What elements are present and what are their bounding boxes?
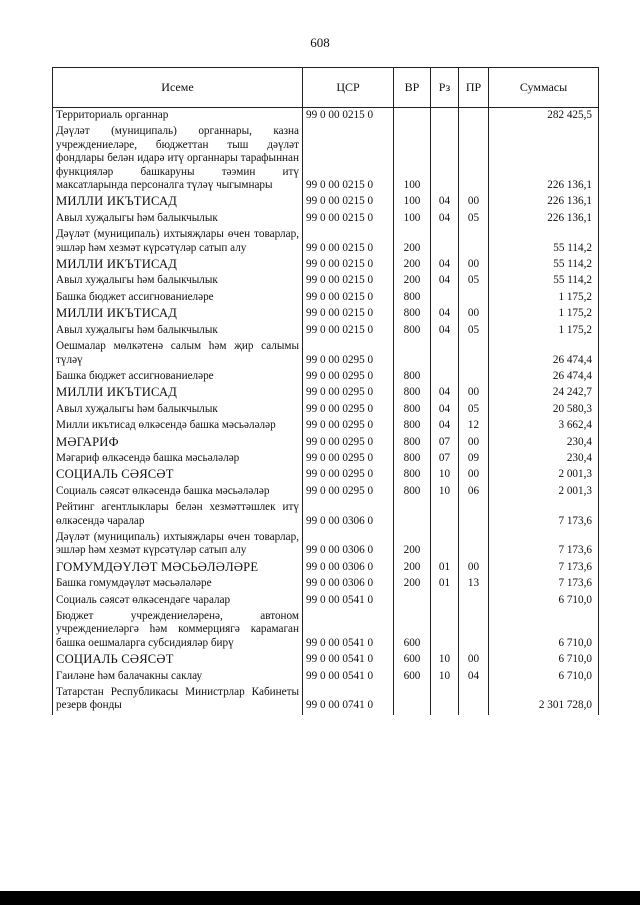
cell-name: Социаль сәясәт өлкәсендә башка мәсьәләләр: [53, 484, 303, 500]
cell-sum: 230,4: [489, 435, 599, 451]
cell-sum: 282 425,5: [489, 108, 599, 125]
cell-vr: 800: [394, 435, 431, 451]
table-row: [53, 339, 599, 369]
cell-rz: 04: [431, 194, 459, 210]
table-row: [53, 669, 599, 685]
table-row: [53, 467, 599, 483]
cell-name: Милли икътисад өлкәсендә башка мәсьәләләр: [53, 418, 303, 434]
cell-name: Башка бюджет ассигнованиеләре: [53, 290, 303, 306]
cell-vr: 200: [394, 257, 431, 273]
cell-pr: [459, 500, 489, 530]
cell-pr: [459, 227, 489, 257]
cell-sum: 226 136,1: [489, 211, 599, 227]
cell-rz: 10: [431, 467, 459, 483]
cell-sum: 55 114,2: [489, 227, 599, 257]
cell-vr: 800: [394, 451, 431, 467]
cell-rz: [431, 227, 459, 257]
cell-pr: 05: [459, 211, 489, 227]
cell-rz: [431, 593, 459, 609]
cell-csr: 99 0 00 0295 0: [303, 467, 394, 483]
cell-name: СОЦИАЛЬ СӘЯСӘТ: [53, 467, 303, 483]
cell-vr: [394, 339, 431, 369]
scan-edge-bar: [0, 891, 640, 905]
cell-csr: 99 0 00 0215 0: [303, 108, 394, 125]
table-row: [53, 227, 599, 257]
budget-sheet: [52, 67, 598, 715]
cell-sum: 2 001,3: [489, 484, 599, 500]
cell-vr: 200: [394, 227, 431, 257]
cell-pr: 09: [459, 451, 489, 467]
cell-rz: [431, 685, 459, 715]
cell-csr: 99 0 00 0306 0: [303, 560, 394, 576]
cell-pr: [459, 290, 489, 306]
cell-csr: 99 0 00 0295 0: [303, 339, 394, 369]
cell-name: Оешмалар мөлкәтенә салым һәм җир салымы түләү: [53, 339, 303, 369]
cell-pr: 13: [459, 576, 489, 592]
cell-sum: 1 175,2: [489, 290, 599, 306]
table-row: [53, 194, 599, 210]
cell-name: Авыл хуҗалыгы һәм балыкчылык: [53, 402, 303, 418]
cell-pr: 05: [459, 323, 489, 339]
cell-csr: 99 0 00 0295 0: [303, 402, 394, 418]
cell-sum: 26 474,4: [489, 339, 599, 369]
cell-sum: 2 301 728,0: [489, 685, 599, 715]
cell-pr: 00: [459, 652, 489, 668]
cell-vr: 800: [394, 306, 431, 322]
table-row: [53, 560, 599, 576]
cell-csr: 99 0 00 0541 0: [303, 669, 394, 685]
table-row: [53, 609, 599, 652]
cell-csr: 99 0 00 0215 0: [303, 227, 394, 257]
table-row: [53, 369, 599, 385]
cell-vr: [394, 685, 431, 715]
table-row: [53, 306, 599, 322]
table-row: [53, 685, 599, 715]
header-csr: ЦСР: [303, 68, 394, 108]
table-row: [53, 108, 599, 125]
budget-table: [52, 67, 599, 715]
cell-sum: 24 242,7: [489, 385, 599, 401]
cell-rz: [431, 369, 459, 385]
cell-vr: 200: [394, 576, 431, 592]
cell-name: Бюджет учреждениеләренә, автоном учреждениеләргә һәм коммерциягә карамаган башка оешмаларга субсидияләр бирү: [53, 609, 303, 652]
cell-rz: [431, 609, 459, 652]
cell-sum: 7 173,6: [489, 560, 599, 576]
cell-vr: 800: [394, 385, 431, 401]
cell-pr: 12: [459, 418, 489, 434]
cell-csr: 99 0 00 0741 0: [303, 685, 394, 715]
cell-vr: 600: [394, 669, 431, 685]
cell-csr: 99 0 00 0306 0: [303, 530, 394, 560]
cell-csr: 99 0 00 0295 0: [303, 385, 394, 401]
cell-rz: 04: [431, 385, 459, 401]
cell-rz: [431, 108, 459, 125]
cell-name: Авыл хуҗалыгы һәм балыкчылык: [53, 211, 303, 227]
cell-name: Гаиләне һәм балачакны саклау: [53, 669, 303, 685]
cell-pr: 06: [459, 484, 489, 500]
table-row: [53, 435, 599, 451]
cell-name: Авыл хуҗалыгы һәм балыкчылык: [53, 323, 303, 339]
cell-pr: 00: [459, 467, 489, 483]
header-rz: Рз: [431, 68, 459, 108]
cell-sum: 55 114,2: [489, 273, 599, 289]
cell-vr: 200: [394, 530, 431, 560]
cell-vr: 800: [394, 484, 431, 500]
cell-pr: [459, 339, 489, 369]
table-body: [53, 108, 599, 715]
cell-vr: 800: [394, 369, 431, 385]
cell-vr: [394, 500, 431, 530]
cell-sum: 7 173,6: [489, 576, 599, 592]
cell-rz: [431, 124, 459, 194]
cell-rz: 04: [431, 273, 459, 289]
cell-rz: 10: [431, 484, 459, 500]
cell-csr: 99 0 00 0306 0: [303, 576, 394, 592]
cell-vr: 800: [394, 402, 431, 418]
cell-vr: 600: [394, 652, 431, 668]
cell-rz: [431, 530, 459, 560]
cell-csr: 99 0 00 0295 0: [303, 484, 394, 500]
cell-pr: [459, 369, 489, 385]
cell-vr: 800: [394, 467, 431, 483]
cell-vr: [394, 593, 431, 609]
cell-pr: [459, 685, 489, 715]
table-row: [53, 500, 599, 530]
cell-rz: [431, 500, 459, 530]
table-row: [53, 257, 599, 273]
cell-name: Татарстан Республикасы Министрлар Кабинеты резерв фонды: [53, 685, 303, 715]
cell-vr: 100: [394, 211, 431, 227]
cell-vr: 100: [394, 124, 431, 194]
cell-csr: 99 0 00 0215 0: [303, 306, 394, 322]
cell-sum: 3 662,4: [489, 418, 599, 434]
cell-sum: 230,4: [489, 451, 599, 467]
table-row: [53, 593, 599, 609]
cell-pr: 00: [459, 194, 489, 210]
cell-name: Башка гомумдәүләт мәсьәләләре: [53, 576, 303, 592]
cell-vr: 800: [394, 290, 431, 306]
cell-vr: 100: [394, 194, 431, 210]
table-row: [53, 484, 599, 500]
cell-rz: 04: [431, 402, 459, 418]
cell-name: Территориаль органнар: [53, 108, 303, 125]
table-header-row: [53, 68, 599, 108]
cell-vr: 200: [394, 560, 431, 576]
cell-sum: 6 710,0: [489, 669, 599, 685]
cell-name: Рейтинг агентлыклары белән хезмәттәшлек итү өлкәсендә чаралар: [53, 500, 303, 530]
cell-sum: 1 175,2: [489, 306, 599, 322]
cell-name: МИЛЛИ ИКЪТИСАД: [53, 306, 303, 322]
cell-name: ГОМУМДӘҮЛӘТ МӘСЬӘЛӘЛӘРЕ: [53, 560, 303, 576]
cell-sum: 226 136,1: [489, 194, 599, 210]
cell-csr: 99 0 00 0541 0: [303, 609, 394, 652]
cell-sum: 55 114,2: [489, 257, 599, 273]
cell-sum: 6 710,0: [489, 652, 599, 668]
cell-csr: 99 0 00 0541 0: [303, 652, 394, 668]
page-number: 608: [310, 35, 330, 50]
cell-name: МӘГАРИФ: [53, 435, 303, 451]
cell-rz: 07: [431, 451, 459, 467]
cell-pr: [459, 124, 489, 194]
cell-sum: 226 136,1: [489, 124, 599, 194]
cell-csr: 99 0 00 0306 0: [303, 500, 394, 530]
table-row: [53, 652, 599, 668]
cell-rz: 04: [431, 211, 459, 227]
cell-csr: 99 0 00 0215 0: [303, 211, 394, 227]
cell-rz: 07: [431, 435, 459, 451]
cell-vr: 800: [394, 323, 431, 339]
cell-vr: [394, 108, 431, 125]
cell-rz: [431, 339, 459, 369]
cell-rz: 01: [431, 576, 459, 592]
header-vr: ВР: [394, 68, 431, 108]
cell-rz: 10: [431, 652, 459, 668]
cell-rz: 01: [431, 560, 459, 576]
cell-csr: 99 0 00 0215 0: [303, 124, 394, 194]
cell-csr: 99 0 00 0295 0: [303, 435, 394, 451]
cell-pr: [459, 609, 489, 652]
cell-sum: 7 173,6: [489, 500, 599, 530]
table-row: [53, 576, 599, 592]
cell-csr: 99 0 00 0215 0: [303, 290, 394, 306]
cell-sum: 1 175,2: [489, 323, 599, 339]
cell-pr: [459, 530, 489, 560]
cell-name: Авыл хуҗалыгы һәм балыкчылык: [53, 273, 303, 289]
cell-rz: 04: [431, 257, 459, 273]
cell-name: МИЛЛИ ИКЪТИСАД: [53, 194, 303, 210]
table-row: [53, 402, 599, 418]
cell-name: Дәүләт (муниципаль) органнары, казна учреждениеләре, бюджеттан тыш дәүләт фондлары белән идарә итү органнары тарафыннан функцияләр башкаруны тәэмин итү максатларында персоналга түләү чыгымнары: [53, 124, 303, 194]
cell-pr: [459, 593, 489, 609]
cell-pr: 05: [459, 273, 489, 289]
table-row: [53, 418, 599, 434]
cell-sum: 20 580,3: [489, 402, 599, 418]
cell-pr: 00: [459, 257, 489, 273]
cell-rz: 10: [431, 669, 459, 685]
cell-name: МИЛЛИ ИКЪТИСАД: [53, 385, 303, 401]
table-row: [53, 530, 599, 560]
cell-csr: 99 0 00 0295 0: [303, 418, 394, 434]
cell-csr: 99 0 00 0295 0: [303, 369, 394, 385]
cell-sum: 6 710,0: [489, 609, 599, 652]
cell-name: Социаль сәясәт өлкәсендәге чаралар: [53, 593, 303, 609]
cell-pr: 00: [459, 385, 489, 401]
header-name: Исеме: [53, 68, 303, 108]
cell-csr: 99 0 00 0215 0: [303, 257, 394, 273]
cell-name: Дәүләт (муниципаль) ихтыяҗлары өчен товарлар, эшләр һәм хезмәт күрсәтүләр сатып алу: [53, 227, 303, 257]
cell-vr: 800: [394, 418, 431, 434]
cell-rz: [431, 290, 459, 306]
cell-name: Мәгариф өлкәсендә башка мәсьәләләр: [53, 451, 303, 467]
cell-pr: 00: [459, 435, 489, 451]
cell-vr: 600: [394, 609, 431, 652]
cell-name: МИЛЛИ ИКЪТИСАД: [53, 257, 303, 273]
cell-pr: [459, 108, 489, 125]
table-row: [53, 323, 599, 339]
cell-pr: 05: [459, 402, 489, 418]
table-row: [53, 385, 599, 401]
cell-sum: 6 710,0: [489, 593, 599, 609]
cell-sum: 26 474,4: [489, 369, 599, 385]
cell-csr: 99 0 00 0215 0: [303, 194, 394, 210]
table-row: [53, 124, 599, 194]
cell-name: СОЦИАЛЬ СӘЯСӘТ: [53, 652, 303, 668]
table-row: [53, 290, 599, 306]
cell-pr: 04: [459, 669, 489, 685]
cell-csr: 99 0 00 0215 0: [303, 273, 394, 289]
cell-vr: 200: [394, 273, 431, 289]
header-pr: ПР: [459, 68, 489, 108]
table-row: [53, 451, 599, 467]
cell-rz: 04: [431, 418, 459, 434]
cell-name: Дәүләт (муниципаль) ихтыяҗлары өчен товарлар, эшләр һәм хезмәт күрсәтүләр сатып алу: [53, 530, 303, 560]
header-sum: Суммасы: [489, 68, 599, 108]
table-row: [53, 211, 599, 227]
cell-rz: 04: [431, 306, 459, 322]
cell-pr: 00: [459, 306, 489, 322]
cell-csr: 99 0 00 0295 0: [303, 451, 394, 467]
cell-csr: 99 0 00 0215 0: [303, 323, 394, 339]
cell-rz: 04: [431, 323, 459, 339]
cell-csr: 99 0 00 0541 0: [303, 593, 394, 609]
cell-sum: 2 001,3: [489, 467, 599, 483]
cell-pr: 00: [459, 560, 489, 576]
cell-name: Башка бюджет ассигнованиеләре: [53, 369, 303, 385]
table-row: [53, 273, 599, 289]
cell-sum: 7 173,6: [489, 530, 599, 560]
